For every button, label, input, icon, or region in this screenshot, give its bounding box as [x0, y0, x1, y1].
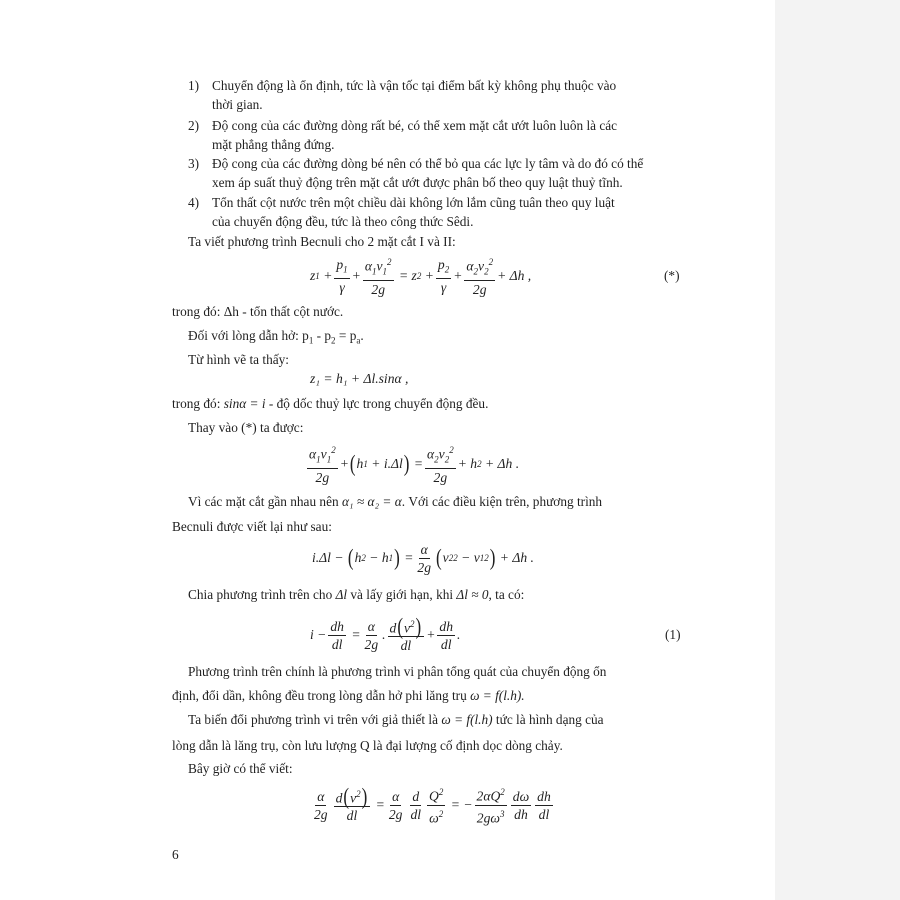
list-number: 1): [188, 78, 200, 93]
list-item-text: Độ cong của các đường dòng bé nên có thể bỏ qua các lực ly tâm và do đó có thể: [212, 156, 644, 171]
list-number: 4): [188, 195, 200, 210]
paragraph: trong đó: sinα = i - độ dốc thuỷ lực trong chuyển động đều.: [172, 396, 489, 411]
list-item-text: của chuyển động đều, tức là theo công thức Sêdi.: [212, 214, 474, 229]
list-number: 3): [188, 156, 200, 171]
paragraph: Đối với lòng dẫn hở: $p_1 - p_2 = p_a$.: [188, 328, 364, 346]
list-item-text: xem áp suất thuỷ động trên mặt cắt ướt được phân bố theo quy luật thuỷ tĩnh.: [212, 175, 623, 190]
paragraph: Vì các mặt cắt gần nhau nên α₁ ≈ α₂ = α. Với các điều kiện trên, phương trình: [188, 494, 603, 509]
equation-number: (1): [665, 627, 681, 642]
paragraph: Phương trình trên chính là phương trình vi phân tổng quát của chuyển động ổn: [188, 664, 607, 679]
paragraph: Chia phương trình trên cho Δl và lấy giới hạn, khi Δl ≈ 0, ta có:: [188, 587, 525, 602]
substituted-equation: $\frac{\alpha_1v_1^2}{2g}$ + ( h 1 + i.Δl ) = $\frac{\alpha_2v_2^2}{2g}$ + h 2 + Δh .: [309, 444, 520, 486]
equation-number: (*): [664, 268, 680, 283]
paragraph: Ta biến đổi phương trình vi trên với giả thiết là ω = f(l.h) tức là hình dạng của: [188, 712, 604, 727]
list-item-text: Độ cong của các đường dòng rất bé, có thể xem mặt cắt ướt luôn luôn là các: [212, 118, 618, 133]
paragraph: Thay vào (*) ta được:: [188, 420, 304, 435]
list-item-text: Chuyển động là ổn định, tức là vận tốc tại điểm bất kỳ không phụ thuộc vào: [212, 78, 617, 93]
differential-equation: i − $\frac{dh}{dl}$ = $\frac{\alpha}{2g}$ . $\frac{d(v^2)}{dl}$ + $\frac{dh}{dl}$ .: [310, 613, 461, 654]
page-number: 6: [172, 847, 179, 862]
final-equation: $\frac{\alpha}{2g}$ $\frac{d(v^2)}{dl}$ = $\frac{\alpha}{2g}$ $\frac{d}{dl}$ $\frac{Q^2}{\omega^2}$ = − $\frac{2\alpha Q^2}{2g\omega^3}$ $\frac{d\omega}{dh}$ $\frac{dh}{dl}$: [314, 783, 551, 826]
list-item-text: mặt phẳng thẳng đứng.: [212, 137, 335, 152]
paragraph: trong đó: Δh - tổn thất cột nước.: [172, 304, 344, 319]
slope-equation: z₁ = h₁ + Δl.sinα ,: [310, 371, 409, 386]
list-item-text: Tổn thất cột nước trên một chiều dài không lớn lắm cũng tuân theo quy luật: [212, 195, 615, 210]
paragraph: Ta viết phương trình Becnuli cho 2 mặt cắt I và II:: [188, 234, 456, 249]
scan-margin: [775, 0, 900, 900]
paragraph: định, đổi dần, không đều trong lòng dẫn hở phi lăng trụ ω = f(l.h).: [172, 688, 525, 703]
list-item-text: thời gian.: [212, 97, 263, 112]
paragraph: lòng dẫn là lăng trụ, còn lưu lượng Q là đại lượng cố định dọc dòng chảy.: [172, 738, 563, 753]
paragraph: Từ hình vẽ ta thấy:: [188, 352, 289, 367]
simplified-equation: i.Δl − ( h 2 − h 1 ) = $\frac{\alpha}{2g}$ ( v 2 2 − v 1 2 ) + Δh .: [312, 541, 534, 575]
paragraph: Becnuli được viết lại như sau:: [172, 519, 332, 534]
bernoulli-equation: z 1 + $\frac{p_1}{\gamma}$ + $\frac{\alpha_1v_1^2}{2g}$ = z 2 + $\frac{p_2}{\gamma}$ + $\frac{\alpha_2v_2^2}{2g}$ + Δh ,: [310, 256, 532, 298]
list-number: 2): [188, 118, 200, 133]
paragraph: Bây giờ có thể viết:: [188, 761, 293, 776]
